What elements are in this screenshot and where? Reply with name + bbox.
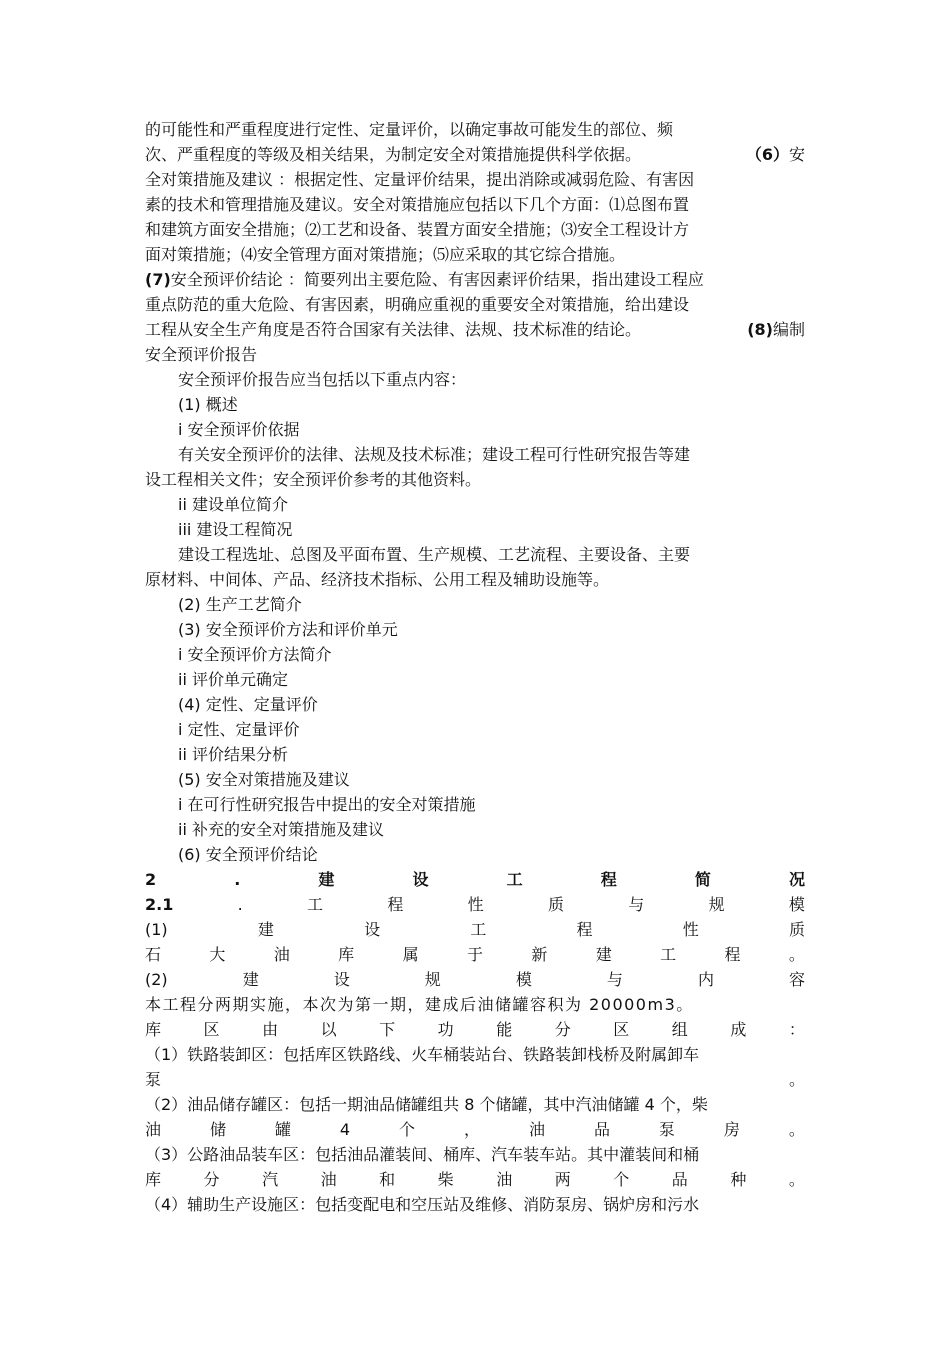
- text-token: 性: [682, 920, 699, 939]
- text-token: 程: [387, 895, 404, 914]
- text-token: 组: [671, 1020, 688, 1039]
- text-token: 。: [788, 945, 805, 964]
- text-token: 新: [531, 945, 548, 964]
- text-span: 工程从安全生产角度是否符合国家有关法律、法规、技术标准的结论。: [145, 320, 642, 339]
- outline-item: i 安全预评价依据: [178, 420, 300, 439]
- text-token: 简: [694, 870, 711, 889]
- text-token: 。: [788, 1170, 805, 1189]
- text-line: 原材料、中间体、产品、经济技术指标、公用工程及辅助设施等。: [145, 570, 610, 589]
- text-token: 泵: [658, 1120, 675, 1139]
- text-line: [145, 1068, 805, 1092]
- outline-item: ii 评价单元确定: [178, 670, 288, 689]
- text-token: 品: [593, 1120, 610, 1139]
- text-token: 建: [257, 920, 274, 939]
- text-line: [145, 268, 805, 292]
- text-token: 泵: [145, 1070, 162, 1089]
- text-line: [145, 1018, 805, 1042]
- text-line: （1）铁路装卸区：包括库区铁路线、火车桶装站台、铁路装卸栈桥及附属卸车: [145, 1045, 700, 1064]
- text-token: 柴: [437, 1170, 454, 1189]
- text-line: [145, 968, 805, 992]
- text-line: 和建筑方面安全措施；⑵工艺和设备、装置方面安全措施；⑶安全工程设计方: [145, 220, 690, 239]
- text-token: 区: [203, 1020, 220, 1039]
- text-token: 质: [788, 920, 805, 939]
- text-token: 油: [320, 1170, 337, 1189]
- outline-item: (1) 概述: [178, 395, 238, 414]
- text-token: 建: [595, 945, 612, 964]
- text-token: 模: [515, 970, 532, 989]
- text-token: 库: [145, 1170, 162, 1189]
- text-token: 分: [203, 1170, 220, 1189]
- text-token: 下: [379, 1020, 396, 1039]
- text-token: 油: [273, 945, 290, 964]
- outline-item: i 在可行性研究报告中提出的安全对策措施: [178, 795, 476, 814]
- text-token: 储: [209, 1120, 226, 1139]
- text-token: 和: [379, 1170, 396, 1189]
- text-token: 与: [628, 895, 645, 914]
- text-token: 工: [307, 895, 324, 914]
- subsection-heading: [145, 893, 805, 917]
- text-token: 库: [338, 945, 355, 964]
- text-token: 设: [412, 870, 429, 889]
- outline-item: ii 建设单位简介: [178, 495, 288, 514]
- text-token: 4: [339, 1120, 351, 1139]
- text-line: [145, 1168, 805, 1192]
- text-token: 种: [730, 1170, 747, 1189]
- text-token: (2): [145, 970, 168, 989]
- outline-item: (6) 安全预评价结论: [178, 845, 318, 864]
- text-token: 分: [554, 1020, 571, 1039]
- text-token: 程: [724, 945, 741, 964]
- text-token: 程: [576, 920, 593, 939]
- text-token: ，: [464, 1120, 481, 1139]
- text-token: 工: [470, 920, 487, 939]
- text-token: 大: [209, 945, 226, 964]
- text-token: 2.1: [145, 895, 174, 914]
- text-token: 性: [467, 895, 484, 914]
- text-line: 本工程分两期实施，本次为第一期，建成后油储罐容积为 20000m3。: [145, 995, 694, 1014]
- text-token: 设: [333, 970, 350, 989]
- text-line: （3）公路油品装车区：包括油品灌装间、桶库、汽车装车站。其中灌装间和桶: [145, 1145, 700, 1164]
- text-token: 规: [708, 895, 725, 914]
- text-token: 成: [730, 1020, 747, 1039]
- text-line: 有关安全预评价的法律、法规及技术标准；建设工程可行性研究报告等建: [178, 445, 691, 464]
- text-token: 以: [320, 1020, 337, 1039]
- text-token: 况: [788, 870, 805, 889]
- text-token: 于: [466, 945, 483, 964]
- text-token: 2: [145, 870, 157, 889]
- text-token: 工: [660, 945, 677, 964]
- text-token: 程: [600, 870, 617, 889]
- text-token: 功: [437, 1020, 454, 1039]
- text-span: 安全预评价结论 ：简要列出主要危险、有害因素评价结果，指出建设工程应: [170, 270, 704, 289]
- text-token: 油: [496, 1170, 513, 1189]
- text-line: [145, 943, 805, 967]
- text-token: 与: [606, 970, 623, 989]
- text-token: ：: [788, 1020, 805, 1039]
- outline-item: ii 补充的安全对策措施及建议: [178, 820, 384, 839]
- text-line: 素的技术和管理措施及建议。安全对策措施应包括以下几个方面：⑴总图布置: [145, 195, 690, 214]
- text-token: (1): [145, 920, 168, 939]
- text-token: 由: [262, 1020, 279, 1039]
- text-token: 品: [671, 1170, 688, 1189]
- text-line: [145, 918, 805, 942]
- text-span: 次、严重程度的等级及相关结果，为制定安全对策措施提供科学依据。: [145, 145, 642, 164]
- outline-item: (3) 安全预评价方法和评价单元: [178, 620, 398, 639]
- text-line: [145, 143, 805, 167]
- text-token: 区: [613, 1020, 630, 1039]
- text-token: 油: [145, 1120, 162, 1139]
- text-token: 容: [788, 970, 805, 989]
- text-line: 设工程相关文件；安全预评价参考的其他资料。: [145, 470, 482, 489]
- text-token: 规: [424, 970, 441, 989]
- text-span: (8)编制: [747, 320, 805, 339]
- text-token: 汽: [262, 1170, 279, 1189]
- text-token: .: [234, 870, 241, 889]
- text-token: 建: [242, 970, 259, 989]
- text-token: 工: [506, 870, 523, 889]
- outline-item: iii 建设工程简况: [178, 520, 293, 539]
- text-line: （4）辅助生产设施区：包括变配电和空压站及维修、消防泵房、锅炉房和污水: [145, 1195, 700, 1214]
- text-line: 重点防范的重大危险、有害因素，明确应重视的重要安全对策措施，给出建设: [145, 295, 690, 314]
- text-line: 的可能性和严重程度进行定性、定量评价，以确定事故可能发生的部位、频: [145, 120, 674, 139]
- text-line: 建设工程选址、总图及平面布置、生产规模、工艺流程、主要设备、主要: [178, 545, 691, 564]
- text-line: 全对策措施及建议 ：根据定性、定量评价结果，提出消除或减弱危险、有害因: [145, 170, 695, 189]
- text-token: 个: [613, 1170, 630, 1189]
- text-token: 质: [547, 895, 564, 914]
- outline-item: ii 评价结果分析: [178, 745, 288, 764]
- text-token: 属: [402, 945, 419, 964]
- text-token: 。: [788, 1120, 805, 1139]
- text-token: 模: [788, 895, 805, 914]
- text-token: 房: [723, 1120, 740, 1139]
- section-heading: [145, 868, 805, 892]
- item-number: (7): [145, 270, 171, 289]
- text-token: 建: [318, 870, 335, 889]
- text-line: 安全预评价报告: [145, 345, 258, 364]
- text-span: （6）安: [745, 145, 805, 164]
- text-token: .: [237, 895, 243, 914]
- text-token: 两: [554, 1170, 571, 1189]
- outline-item: i 安全预评价方法简介: [178, 645, 332, 664]
- text-token: 能: [496, 1020, 513, 1039]
- text-token: 罐: [274, 1120, 291, 1139]
- outline-item: (2) 生产工艺简介: [178, 595, 302, 614]
- outline-item: (4) 定性、定量评价: [178, 695, 318, 714]
- outline-item: i 定性、定量评价: [178, 720, 300, 739]
- text-line: 面对策措施；⑷安全管理方面对策措施；⑸应采取的其它综合措施。: [145, 245, 626, 264]
- text-token: 设: [364, 920, 381, 939]
- text-line: （2）油品储存罐区：包括一期油品储罐组共 8 个储罐，其中汽油储罐 4 个，柴: [145, 1095, 708, 1114]
- text-line: 安全预评价报告应当包括以下重点内容：: [178, 370, 467, 389]
- text-token: 。: [788, 1070, 805, 1089]
- text-token: 石: [145, 945, 162, 964]
- text-token: 库: [145, 1020, 162, 1039]
- text-token: 油: [528, 1120, 545, 1139]
- outline-item: (5) 安全对策措施及建议: [178, 770, 350, 789]
- text-token: 内: [697, 970, 714, 989]
- text-token: 个: [399, 1120, 416, 1139]
- text-line: [145, 318, 805, 342]
- text-line: [145, 1118, 805, 1142]
